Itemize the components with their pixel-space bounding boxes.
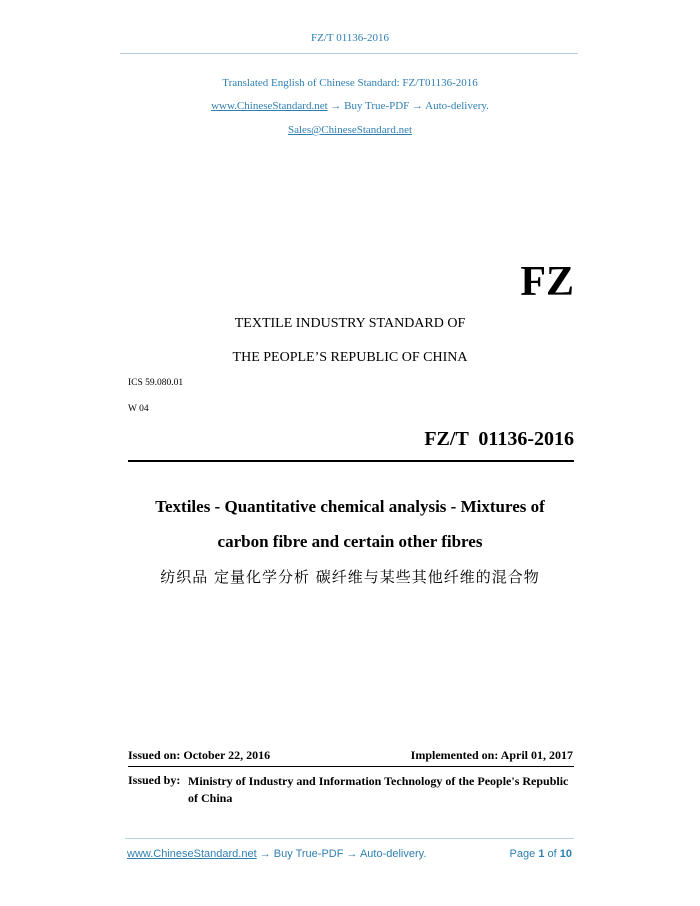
- header-code: FZ/T 01136-2016: [311, 32, 389, 44]
- page-word: Page: [509, 848, 536, 860]
- standard-line-1: TEXTILE INDUSTRY STANDARD OF: [234, 316, 466, 331]
- standard-mark: FZ: [520, 259, 574, 305]
- issued-by-label: Issued by:: [128, 773, 181, 787]
- footer-links: [127, 848, 426, 860]
- links-rest: → Buy True-PDF → Auto-delivery.: [327, 100, 489, 112]
- issued-on: Issued on: October 22, 2016: [128, 748, 271, 762]
- standard-divider: [128, 460, 574, 462]
- header-divider: [120, 53, 578, 54]
- issued-by-text: Ministry of Industry and Information Technology of the People's Republic of China: [188, 774, 569, 805]
- footer-site-link[interactable]: www.ChineseStandard.net: [127, 848, 257, 860]
- standard-line-2: THE PEOPLE’S REPUBLIC OF CHINA: [232, 350, 468, 365]
- links-line: [0, 100, 700, 112]
- standard-number: FZ/T 01136-2016: [424, 428, 574, 450]
- page-total: 10: [559, 848, 572, 860]
- page-indicator: [510, 848, 572, 860]
- ics-code: ICS 59.080.01: [128, 378, 184, 388]
- translation-note: Translated English of Chinese Standard: FZ/T01136-2016: [222, 77, 478, 89]
- w-code: W 04: [128, 404, 149, 414]
- site-link[interactable]: www.ChineseStandard.net: [211, 100, 328, 112]
- email-line: [0, 124, 700, 136]
- implemented-on: Implemented on: April 01, 2017: [410, 748, 573, 762]
- footer-links-rest: → Buy True-PDF → Auto-delivery.: [256, 848, 427, 860]
- of-word: of: [547, 848, 557, 860]
- page-number: 1: [538, 848, 545, 860]
- title-line-2: carbon fibre and certain other fibres: [217, 532, 483, 551]
- footer-divider: [125, 838, 574, 839]
- title-line-1: Textiles - Quantitative chemical analysis - Mixtures of: [155, 497, 545, 516]
- title-chinese: 纺织品 定量化学分析 碳纤维与某些其他纤维的混合物: [160, 568, 540, 586]
- email-link[interactable]: Sales@ChineseStandard.net: [287, 124, 413, 136]
- issue-divider: [128, 766, 574, 767]
